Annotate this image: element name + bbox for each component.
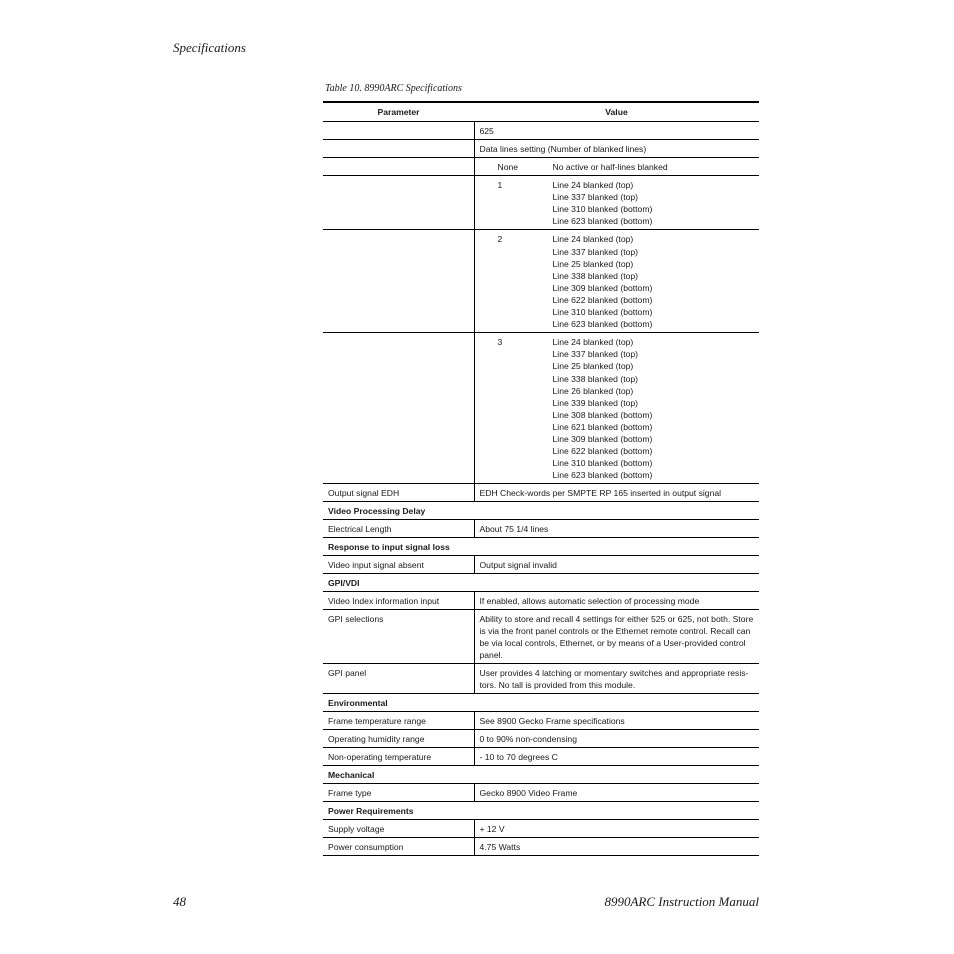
blanked-lines [553, 161, 755, 173]
blanked-lines [553, 336, 755, 481]
value-cell: + 12 V [474, 820, 759, 838]
table-row [323, 712, 759, 730]
table-row [323, 140, 759, 158]
blanking-row [323, 333, 759, 484]
value-cell [474, 230, 759, 333]
parameter-cell: Frame temperature range [323, 712, 474, 730]
parameter-cell [323, 158, 474, 176]
value-cell: User provides 4 latching or momentary switches and appropriate resis-tors. No tall is provided from this module. [474, 664, 759, 694]
blanking-code: None [497, 162, 519, 172]
blanked-line: Line 24 blanked (top) [552, 337, 634, 348]
blanked-line: Line 623 blanked (bottom) [552, 319, 653, 330]
parameter-cell: Operating humidity range [323, 730, 474, 748]
table-row [323, 556, 759, 574]
table-row [323, 664, 759, 694]
section-row [323, 802, 759, 820]
blanked-line: Line 338 blanked (top) [552, 270, 639, 281]
value-cell: - 10 to 70 degrees C [474, 748, 759, 766]
page-number: 48 [173, 894, 186, 909]
table-row [323, 784, 759, 802]
blanked-line: Line 337 blanked (top) [552, 349, 639, 360]
parameter-cell: GPI selections [323, 610, 474, 664]
blanked-line: Line 310 blanked (bottom) [552, 204, 653, 215]
section-heading: GPI/VDI [323, 574, 759, 592]
parameter-cell: Video input signal absent [323, 556, 474, 574]
blanked-line: Line 24 blanked (top) [552, 180, 634, 191]
value-cell: 625 [474, 122, 759, 140]
section-row [323, 538, 759, 556]
parameter-cell: Electrical Length [323, 520, 474, 538]
blanked-line: Line 339 blanked (top) [552, 397, 639, 408]
blanked-line: Line 24 blanked (top) [552, 234, 634, 245]
blanked-line: Line 622 blanked (bottom) [552, 446, 653, 457]
section-heading: Video Processing Delay [323, 502, 759, 520]
table-body [323, 122, 759, 856]
value-cell [474, 333, 759, 484]
parameter-cell [323, 122, 474, 140]
blanking-option [480, 336, 755, 481]
blanked-line: Line 623 blanked (bottom) [552, 216, 653, 227]
value-cell: Gecko 8900 Video Frame [474, 784, 759, 802]
specifications-table [323, 101, 759, 856]
parameter-cell: Frame type [323, 784, 474, 802]
blanking-option [480, 233, 755, 330]
blanking-code: 1 [497, 180, 503, 191]
table-row [323, 484, 759, 502]
blanked-line: Line 310 blanked (bottom) [552, 458, 653, 469]
blanked-lines [553, 179, 755, 227]
parameter-cell [323, 230, 474, 333]
blanking-code: 3 [497, 337, 503, 348]
parameter-cell: Video Index information input [323, 592, 474, 610]
parameter-cell [323, 140, 474, 158]
section-row [323, 694, 759, 712]
value-cell: Ability to store and recall 4 settings for either 525 or 625, not both. Store is via the front panel controls or the Ethernet remote control. Recall can be via local controls, Ethernet, or by means of a User-provided control panel. [474, 610, 759, 664]
value-cell: About 75 1/4 lines [474, 520, 759, 538]
parameter-cell: Output signal EDH [323, 484, 474, 502]
blanked-line: Line 26 blanked (top) [552, 385, 634, 396]
parameter-cell: Non-operating temperature [323, 748, 474, 766]
blanking-row [323, 158, 759, 176]
value-cell: See 8900 Gecko Frame specifications [474, 712, 759, 730]
section-heading: Power Requirements [323, 802, 759, 820]
blanked-line: Line 25 blanked (top) [552, 258, 634, 269]
value-cell: Data lines setting (Number of blanked lines) [474, 140, 759, 158]
blanked-line: Line 622 blanked (bottom) [552, 294, 653, 305]
section-heading: Response to input signal loss [323, 538, 759, 556]
blanked-line: Line 25 blanked (top) [552, 361, 634, 372]
column-header-parameter: Parameter [323, 102, 474, 122]
value-cell: EDH Check-words per SMPTE RP 165 inserted in output signal [474, 484, 759, 502]
blanked-line: Line 309 blanked (bottom) [552, 282, 653, 293]
parameter-cell [323, 176, 474, 230]
value-cell: 4.75 Watts [474, 838, 759, 856]
blanking-row [323, 176, 759, 230]
blanked-line: Line 621 blanked (bottom) [552, 421, 653, 432]
value-cell: Output signal invalid [474, 556, 759, 574]
value-cell: 0 to 90% non-condensing [474, 730, 759, 748]
blanked-line: Line 337 blanked (top) [552, 192, 639, 203]
section-row [323, 502, 759, 520]
table-row [323, 122, 759, 140]
section-heading: Environmental [323, 694, 759, 712]
parameter-cell: GPI panel [323, 664, 474, 694]
table-row [323, 748, 759, 766]
section-row [323, 574, 759, 592]
value-cell [474, 158, 759, 176]
blanked-line: Line 309 blanked (bottom) [552, 433, 653, 444]
blanked-lines [553, 233, 755, 330]
table-row [323, 838, 759, 856]
section-heading: Mechanical [323, 766, 759, 784]
table-row [323, 520, 759, 538]
blanked-line: No active or half-lines blanked [552, 162, 668, 172]
blanking-code: 2 [497, 234, 503, 245]
blanking-option [480, 179, 755, 227]
table-caption: Table 10. 8990ARC Specifications [325, 83, 462, 94]
blanked-line: Line 338 blanked (top) [552, 373, 639, 384]
table-row [323, 820, 759, 838]
running-head: Specifications [173, 40, 246, 55]
value-cell [474, 176, 759, 230]
blanked-line: Line 623 blanked (bottom) [552, 470, 653, 481]
table-header-row [323, 102, 759, 122]
blanking-row [323, 230, 759, 333]
manual-title: 8990ARC Instruction Manual [604, 894, 759, 909]
table-row [323, 610, 759, 664]
value-cell: If enabled, allows automatic selection of processing mode [474, 592, 759, 610]
blanked-line: Line 308 blanked (bottom) [552, 409, 653, 420]
table-row [323, 592, 759, 610]
parameter-cell: Supply voltage [323, 820, 474, 838]
blanked-line: Line 310 blanked (bottom) [552, 307, 653, 318]
parameter-cell [323, 333, 474, 484]
table-row [323, 730, 759, 748]
blanking-option [480, 161, 755, 173]
section-row [323, 766, 759, 784]
parameter-cell: Power consumption [323, 838, 474, 856]
column-header-value: Value [474, 102, 759, 122]
blanked-line: Line 337 blanked (top) [552, 246, 639, 257]
